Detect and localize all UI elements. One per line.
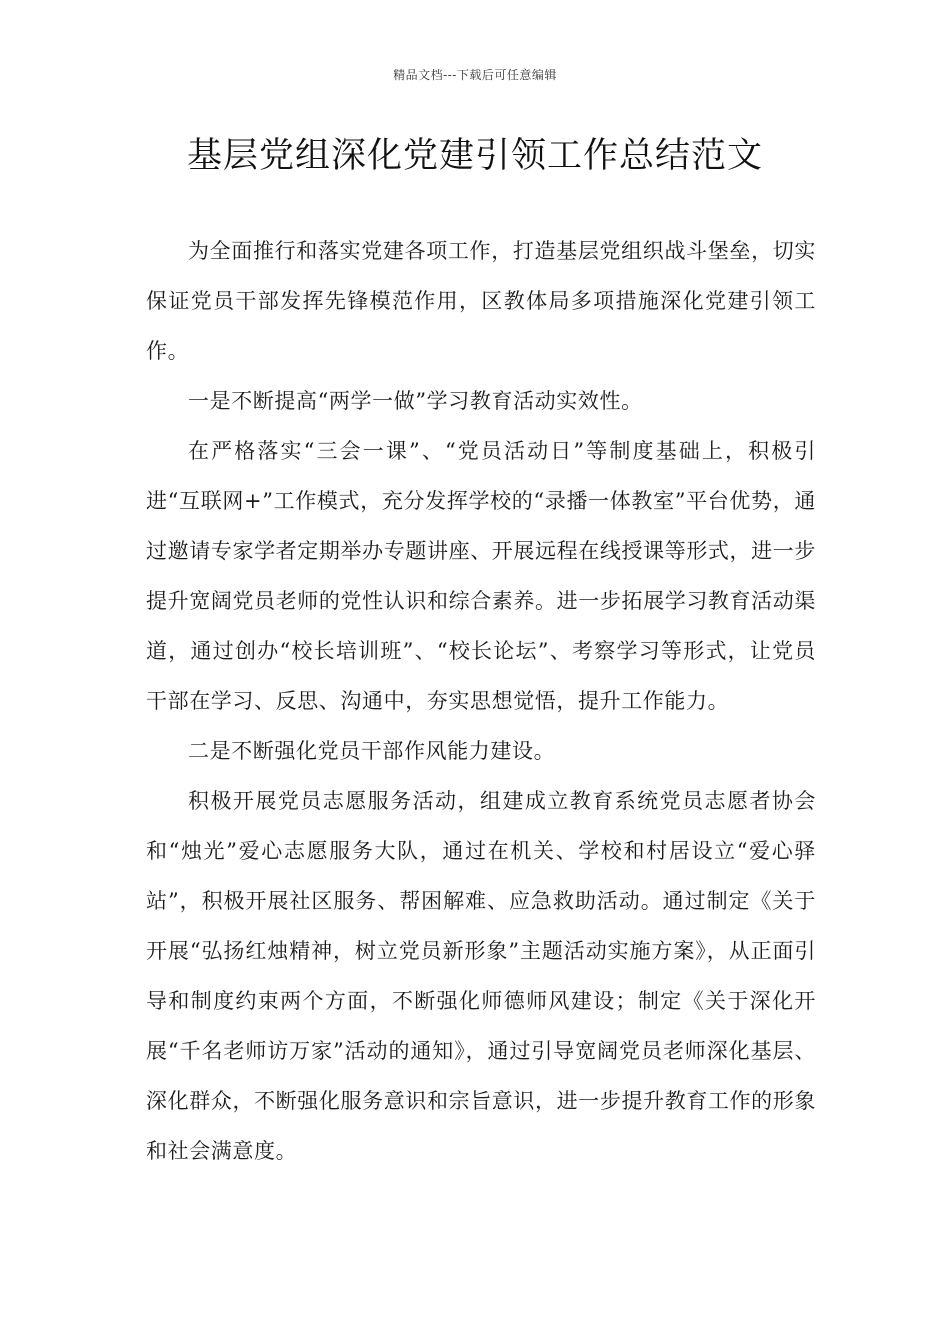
paragraph-study-education: 在严格落实“三会一课”、“党员活动日”等制度基础上，积极引进“互联网+”工作模式，充分发挥学校的“录播一体教室”平台优势，通过邀请专家学者定期举办专题讲座、开展远程在线授课等形式，进一步提升宽阔党员老师的党性认识和综合素养。进一步拓展学习教育活动渠道，通过创办“校长培训班”、“校长论坛”、考察学习等形式，让党员干部在学习、反思、沟通中，夯实思想觉悟，提升工作能力。 (146, 439, 816, 713)
paragraph-intro: 为全面推行和落实党建各项工作，打造基层党组织战斗堡垒，切实保证党员干部发挥先锋模范作用，区教体局多项措施深化党建引领工作。 (146, 239, 816, 363)
paragraph-heading-one: 一是不断提高“两学一做”学习教育活动实效性。 (188, 389, 643, 413)
paragraph-heading-two: 二是不断强化党员干部作风能力建设。 (188, 739, 556, 763)
header-note: 精品文档---下载后可任意编辑 (393, 68, 557, 82)
document-title: 基层党组深化党建引领工作总结范文 (186, 136, 763, 176)
document-body (146, 226, 816, 1176)
paragraph-volunteer-service: 积极开展党员志愿服务活动，组建成立教育系统党员志愿者协会和“烛光”爱心志愿服务大队，通过在机关、学校和村居设立“爱心驿站”，积极开展社区服务、帮困解难、应急救助活动。通过制定《关于开展“弘扬红烛精神，树立党员新形象”主题活动实施方案》，从正面引导和制度约束两个方面，不断强化师德师风建设；制定《关于深化开展“千名老师访万家”活动的通知》，通过引导宽阔党员老师深化基层、深化群众，不断强化服务意识和宗旨意识，进一步提升教育工作的形象和社会满意度。 (146, 789, 816, 1163)
